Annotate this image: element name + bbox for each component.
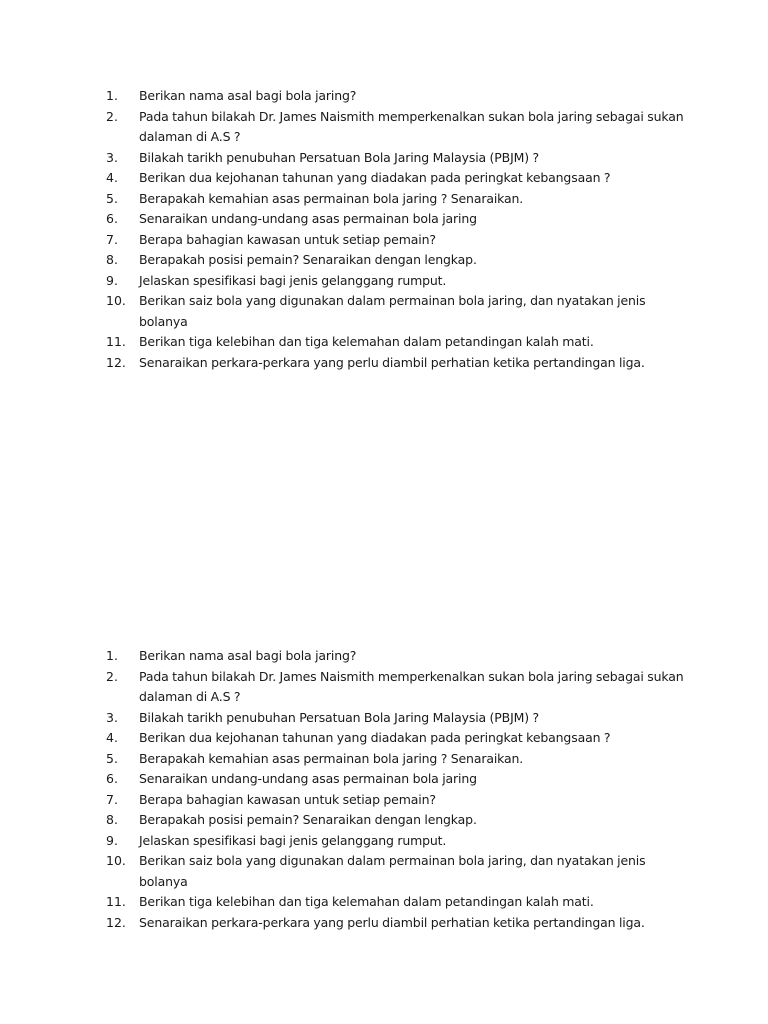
question-number: 4. bbox=[106, 170, 118, 185]
question-text: Berikan nama asal bagi bola jaring? bbox=[139, 648, 357, 663]
question-text: Berikan dua kejohanan tahunan yang diadakan pada peringkat kebangsaan ? bbox=[139, 170, 611, 185]
question-number: 12. bbox=[106, 354, 126, 370]
question-number: 10. bbox=[106, 853, 126, 868]
question-item bbox=[106, 708, 686, 729]
question-number: 6. bbox=[106, 771, 118, 786]
question-item bbox=[106, 271, 686, 292]
question-item bbox=[106, 230, 686, 251]
question-number: 5. bbox=[106, 190, 118, 206]
question-number: 7. bbox=[106, 791, 118, 807]
question-list-bottom bbox=[106, 646, 686, 933]
question-item bbox=[106, 769, 686, 790]
question-text: Berikan saiz bola yang digunakan dalam permainan bola jaring, dan nyatakan jenis bolanya bbox=[139, 853, 646, 889]
question-number: 4. bbox=[106, 730, 118, 745]
question-number: 8. bbox=[106, 812, 118, 827]
question-number: 3. bbox=[106, 709, 118, 725]
question-item bbox=[106, 667, 686, 708]
question-number: 5. bbox=[106, 750, 118, 766]
question-text: Berikan saiz bola yang digunakan dalam permainan bola jaring, dan nyatakan jenis bolanya bbox=[139, 293, 646, 329]
question-item bbox=[106, 291, 686, 332]
question-text: Berapakah posisi pemain? Senaraikan dengan lengkap. bbox=[139, 812, 477, 827]
question-text: Berikan dua kejohanan tahunan yang diadakan pada peringkat kebangsaan ? bbox=[139, 730, 611, 745]
question-number: 8. bbox=[106, 252, 118, 267]
question-item bbox=[106, 810, 686, 831]
question-text: Senaraikan undang-undang asas permainan bola jaring bbox=[139, 771, 477, 786]
question-text: Bilakah tarikh penubuhan Persatuan Bola Jaring Malaysia (PBJM) ? bbox=[139, 149, 539, 165]
question-number: 7. bbox=[106, 231, 118, 247]
question-text: Berapa bahagian kawasan untuk setiap pemain? bbox=[139, 791, 436, 807]
question-number: 6. bbox=[106, 211, 118, 226]
question-item bbox=[106, 168, 686, 189]
question-text: Berikan nama asal bagi bola jaring? bbox=[139, 88, 357, 103]
question-number: 2. bbox=[106, 108, 118, 124]
question-number: 12. bbox=[106, 914, 126, 930]
question-number: 9. bbox=[106, 272, 118, 288]
question-text: Berikan tiga kelebihan dan tiga kelemahan dalam petandingan kalah mati. bbox=[139, 894, 594, 909]
question-text: Senaraikan perkara-perkara yang perlu diambil perhatian ketika pertandingan liga. bbox=[139, 354, 645, 370]
question-text: Berikan tiga kelebihan dan tiga kelemahan dalam petandingan kalah mati. bbox=[139, 334, 594, 349]
question-item bbox=[106, 250, 686, 271]
question-text: Jelaskan spesifikasi bagi jenis gelanggang rumput. bbox=[139, 832, 447, 848]
question-text: Jelaskan spesifikasi bagi jenis gelanggang rumput. bbox=[139, 272, 447, 288]
question-text: Berapakah kemahian asas permainan bola jaring ? Senaraikan. bbox=[139, 190, 524, 206]
question-text: Bilakah tarikh penubuhan Persatuan Bola Jaring Malaysia (PBJM) ? bbox=[139, 709, 539, 725]
question-text: Senaraikan undang-undang asas permainan bola jaring bbox=[139, 211, 477, 226]
question-number: 11. bbox=[106, 894, 126, 909]
question-item bbox=[106, 332, 686, 353]
question-number: 10. bbox=[106, 293, 126, 308]
question-text: Pada tahun bilakah Dr. James Naismith memperkenalkan sukan bola jaring sebagai sukan dalaman di A.S ? bbox=[139, 108, 684, 144]
question-item bbox=[106, 353, 686, 374]
question-item bbox=[106, 148, 686, 169]
question-number: 1. bbox=[106, 88, 118, 103]
question-item bbox=[106, 86, 686, 107]
question-item bbox=[106, 790, 686, 811]
question-number: 2. bbox=[106, 668, 118, 684]
question-text: Senaraikan perkara-perkara yang perlu diambil perhatian ketika pertandingan liga. bbox=[139, 914, 645, 930]
question-item bbox=[106, 728, 686, 749]
question-item bbox=[106, 749, 686, 770]
question-item bbox=[106, 209, 686, 230]
question-number: 9. bbox=[106, 832, 118, 848]
question-text: Pada tahun bilakah Dr. James Naismith memperkenalkan sukan bola jaring sebagai sukan dalaman di A.S ? bbox=[139, 668, 684, 704]
question-item bbox=[106, 892, 686, 913]
question-item bbox=[106, 646, 686, 667]
question-text: Berapa bahagian kawasan untuk setiap pemain? bbox=[139, 231, 436, 247]
question-text: Berapakah kemahian asas permainan bola jaring ? Senaraikan. bbox=[139, 750, 524, 766]
question-item bbox=[106, 913, 686, 934]
question-number: 3. bbox=[106, 149, 118, 165]
question-item bbox=[106, 189, 686, 210]
question-text: Berapakah posisi pemain? Senaraikan dengan lengkap. bbox=[139, 252, 477, 267]
question-list-top bbox=[106, 86, 686, 373]
question-item bbox=[106, 107, 686, 148]
question-number: 11. bbox=[106, 334, 126, 349]
question-number: 1. bbox=[106, 648, 118, 663]
question-item bbox=[106, 851, 686, 892]
question-item bbox=[106, 831, 686, 852]
